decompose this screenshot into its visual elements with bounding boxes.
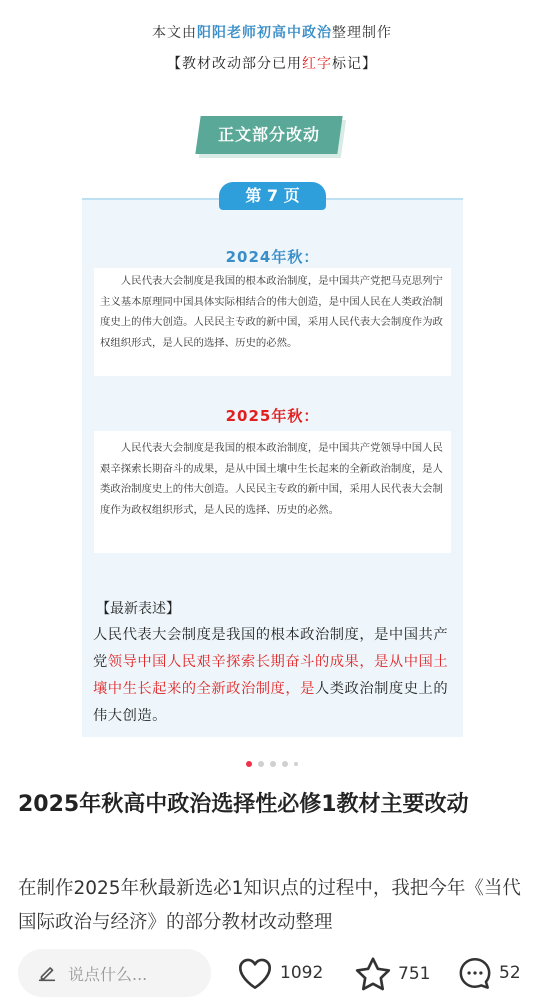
changed-text: 领导中国人民艰辛探索长期奋斗的成果，是从中国土壤中生长起来的全新政治制度，是: [93, 654, 449, 697]
comment-placeholder: 说点什么...: [68, 964, 148, 984]
red-text-label: 红字: [302, 56, 332, 72]
section-banner: 正文部分改动: [195, 116, 342, 154]
carousel-dot-active[interactable]: [246, 761, 252, 767]
carousel-indicator: [0, 761, 544, 769]
carousel-dot[interactable]: [258, 761, 264, 767]
credit-line: 本文由阳阳老师初高中政治整理制作: [152, 25, 392, 41]
edit-note: 【教材改动部分已用红字标记】: [167, 56, 377, 72]
star-count: 751: [398, 964, 431, 984]
star-icon: [354, 956, 392, 992]
comment-bubble-icon: [457, 956, 493, 990]
comment-input[interactable]: [18, 949, 211, 997]
page-number-tab: 第 7 页: [219, 182, 326, 210]
article-title: 2025年秋高中政治选择性必修1教材主要改动: [18, 792, 469, 817]
bottom-action-bar: [0, 938, 544, 1000]
carousel-dot[interactable]: [294, 762, 298, 766]
comment-count: 52: [499, 963, 521, 983]
comment-button[interactable]: [457, 956, 521, 990]
latest-statement-text: 人民代表大会制度是我国的根本政治制度，是中国共产党领导中国人民艰辛探索长期奋斗的成果，是从中国土壤中生长起来的全新政治制度，是人类政治制度史上的伟大创造。: [93, 627, 449, 724]
favorite-button[interactable]: [354, 956, 430, 992]
latest-statement-title: 【最新表述】: [96, 601, 180, 617]
excerpt-2025: 人民代表大会制度是我国的根本政治制度，是中国共产党领导中国人民艰辛探索长期奋斗的成果，是从中国土壤中生长起来的全新政治制度，是人类政治制度史上的伟大创造。人民民主专政的新中国，采用人民代表大会制度作为政权组织形式，是人民的选择、历史的必然。: [94, 431, 451, 553]
excerpt-2024: 人民代表大会制度是我国的根本政治制度，是中国共产党把马克思列宁主义基本原理同中国具体实际相结合的伟大创造，是中国人民在人类政治制度史上的伟大创造。人民民主专政的新中国，采用人民代表大会制度作为政权组织形式，是人民的选择、历史的必然。: [94, 268, 451, 376]
like-count: 1092: [280, 963, 324, 983]
pencil-icon: [36, 962, 58, 984]
carousel-dot[interactable]: [282, 761, 288, 767]
author-name: 阳阳老师初高中政治: [197, 25, 332, 41]
heading-2024: 2024年秋：: [225, 248, 320, 266]
carousel-dot[interactable]: [270, 761, 276, 767]
like-button[interactable]: [236, 956, 323, 990]
heading-2025: 2025年秋：: [225, 407, 320, 425]
article-body: 在制作2025年秋最新选必1知识点的过程中，我把今年《当代国际政治与经济》的部分教材改动整理: [18, 878, 521, 933]
heart-icon: [236, 956, 274, 990]
